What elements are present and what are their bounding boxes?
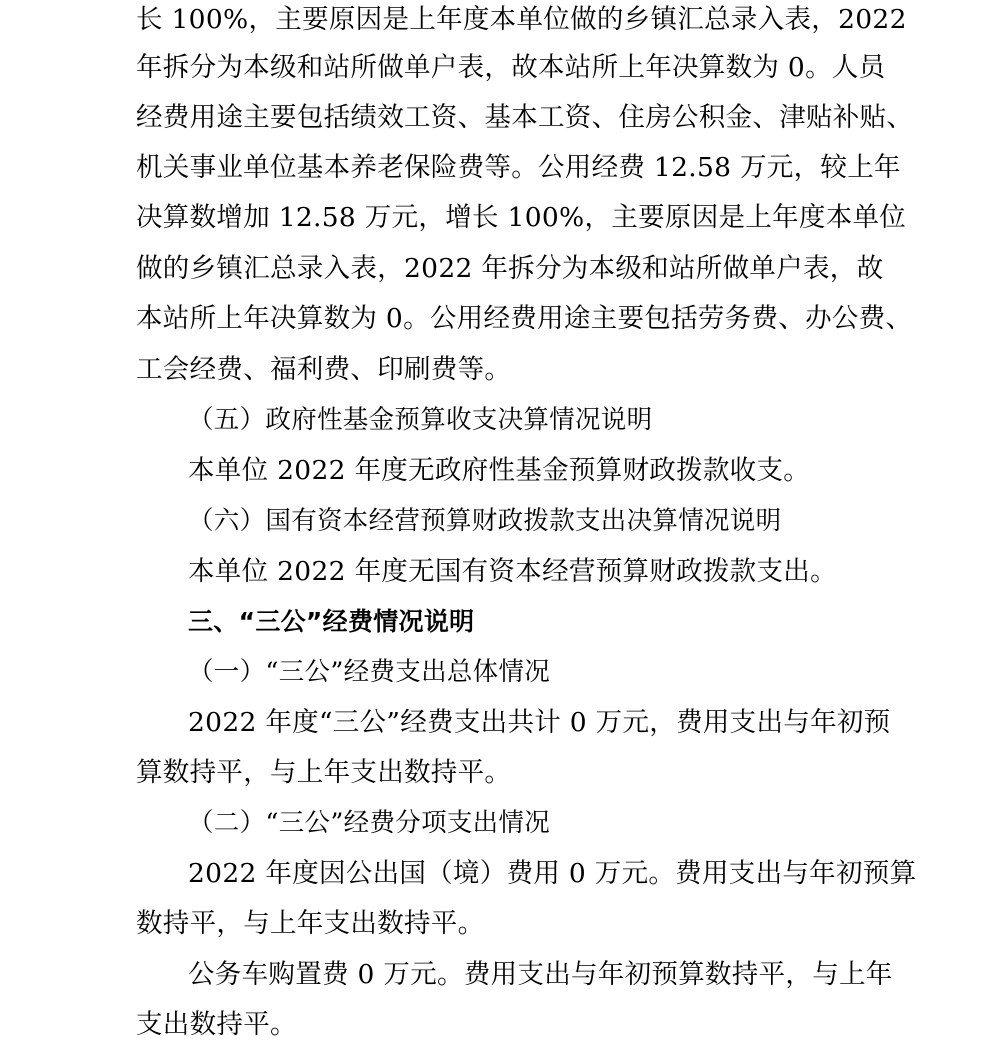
subsection-heading-one: （一）“三公”经费支出总体情况 — [188, 657, 551, 687]
paragraph-line: 公务车购置费 0 万元。费用支出与年初预算数持平，与上年 — [188, 959, 893, 990]
paragraph-line: 本单位 2022 年度无国有资本经营预算财政拨款支出。 — [188, 556, 837, 587]
paragraph-line: 年拆分为本级和站所做单户表，故本站所上年决算数为 0。人员 — [136, 52, 886, 83]
paragraph-line: 做的乡镇汇总录入表，2022 年拆分为本级和站所做单户表，故 — [136, 253, 884, 284]
paragraph-line: 数持平，与上年支出数持平。 — [136, 908, 485, 939]
paragraph-line: 支出数持平。 — [136, 1009, 297, 1040]
paragraph-line: 经费用途主要包括绩效工资、基本工资、住房公积金、津贴补贴、 — [136, 102, 914, 133]
paragraph-line: 算数持平，与上年支出数持平。 — [136, 757, 512, 788]
subsection-heading-two: （二）“三公”经费分项支出情况 — [188, 808, 551, 838]
paragraph-line: 2022 年度“三公”经费支出共计 0 万元，费用支出与年初预 — [188, 707, 891, 738]
subsection-heading-five: （五）政府性基金预算收支决算情况说明 — [188, 405, 653, 435]
paragraph-line: 机关事业单位基本养老保险费等。公用经费 12.58 万元，较上年 — [136, 152, 901, 183]
paragraph-line: 工会经费、福利费、印刷费等。 — [136, 354, 512, 385]
paragraph-line: 长 100%，主要原因是上年度本单位做的乡镇汇总录入表，2022 — [136, 4, 907, 35]
subsection-heading-six: （六）国有资本经营预算财政拨款支出决算情况说明 — [188, 506, 782, 536]
paragraph-line: 2022 年度因公出国（境）费用 0 万元。费用支出与年初预算 — [188, 858, 917, 889]
paragraph-line: 本站所上年决算数为 0。公用经费用途主要包括劳务费、办公费、 — [136, 303, 913, 334]
section-heading-three: 三、“三公”经费情况说明 — [188, 607, 475, 636]
paragraph-line: 本单位 2022 年度无政府性基金预算财政拨款收支。 — [188, 455, 811, 486]
paragraph-line: 决算数增加 12.58 万元，增长 100%，主要原因是上年度本单位 — [136, 202, 907, 233]
